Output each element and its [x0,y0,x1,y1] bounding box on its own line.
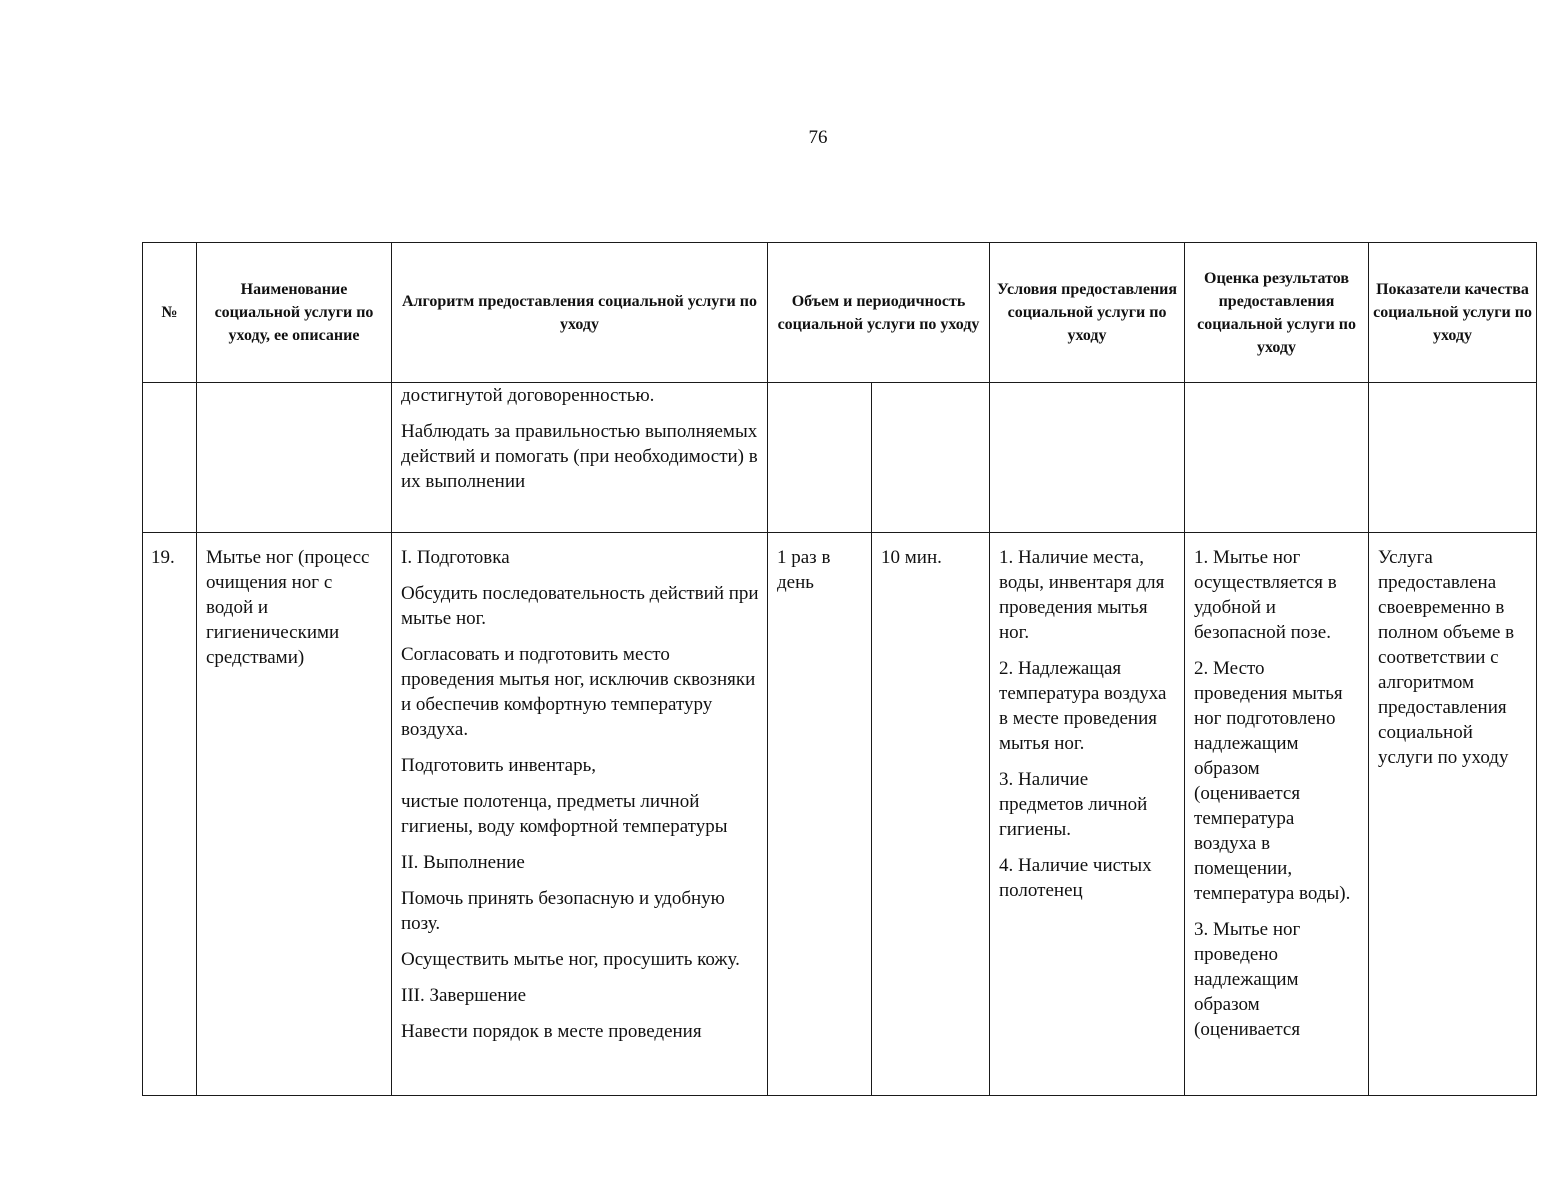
header-volume: Объем и периодичность социальной услуги по уходу [768,243,990,383]
row-service-name: Мытье ног (процесс очищения ног с водой и гигиеническими средствами) [206,547,370,668]
row-quality: Услуга предоставлена своевременно в полном объеме в соответствии с алгоритмом предоставления социальной услуги по уходу [1378,547,1515,768]
algorithm-step: III. Завершение [401,985,527,1006]
row-periodicity: 1 раз в день [777,547,831,593]
row-num-cell [143,533,197,1096]
cont-periodicity-cell [768,383,872,533]
algorithm-step: Осуществить мытье ног, просушить кожу. [401,949,740,970]
row-duration: 10 мин. [881,547,942,568]
algorithm-step: Согласовать и подготовить место проведения мытья ног, исключив сквозняки и обеспечив комфортную температуру воздуха. [401,644,756,740]
header-quality: Показатели качества социальной услуги по уходу [1369,243,1537,383]
table-row-continuation [143,383,1537,533]
row-num: 19. [151,547,175,568]
table-row-19 [143,533,1537,1096]
evaluation-item: 2. Место проведения мытья ног подготовлено надлежащим образом (оценивается температура воздуха в помещении, температура воды). [1194,658,1351,904]
evaluation-item: 3. Мытье ног проведено надлежащим образом (оценивается [1194,919,1301,1040]
header-algorithm: Алгоритм предоставления социальной услуги по уходу [392,243,768,383]
algorithm-step: II. Выполнение [401,852,525,873]
row-conditions-cell [990,533,1185,1096]
page-number: 76 [808,127,828,148]
row-evaluation-cell [1185,533,1369,1096]
cont-evaluation-cell [1185,383,1369,533]
condition-item: 4. Наличие чистых полотенец [999,855,1152,901]
evaluation-item: 1. Мытье ног осуществляется в удобной и безопасной позе. [1194,547,1337,643]
cont-algorithm-step: достигнутой договоренностью. [401,385,655,406]
cont-num-cell [143,383,197,533]
cont-algorithm-cell [392,383,768,533]
header-conditions: Условия предоставления социальной услуги по уходу [990,243,1185,383]
condition-item: 1. Наличие места, воды, инвентаря для проведения мытья ног. [999,547,1165,643]
row-periodicity-cell [768,533,872,1096]
cont-conditions-cell [990,383,1185,533]
header-evaluation: Оценка результатов предоставления социальной услуги по уходу [1185,243,1369,383]
services-table [142,242,1537,1096]
cont-duration-cell [872,383,990,533]
row-quality-cell [1369,533,1537,1096]
row-name-cell [197,533,392,1096]
algorithm-step: I. Подготовка [401,547,510,568]
algorithm-step: Навести порядок в месте проведения [401,1021,702,1042]
header-service-name: Наименование социальной услуги по уходу, ее описание [197,243,392,383]
cont-name-cell [197,383,392,533]
table-header-row [143,243,1537,383]
algorithm-step: Подготовить инвентарь, [401,755,597,776]
cont-quality-cell [1369,383,1537,533]
algorithm-step: Помочь принять безопасную и удобную позу. [401,888,725,934]
algorithm-step: чистые полотенца, предметы личной гигиены, воду комфортной температуры [401,791,728,837]
condition-item: 3. Наличие предметов личной гигиены. [999,769,1148,840]
row-duration-cell [872,533,990,1096]
cont-algorithm-step: Наблюдать за правильностью выполняемых действий и помогать (при необходимости) в их выполнении [401,421,758,492]
condition-item: 2. Надлежащая температура воздуха в месте проведения мытья ног. [999,658,1167,754]
header-num: № [143,243,197,383]
algorithm-step: Обсудить последовательность действий при мытье ног. [401,583,759,629]
row-algorithm-cell [392,533,768,1096]
